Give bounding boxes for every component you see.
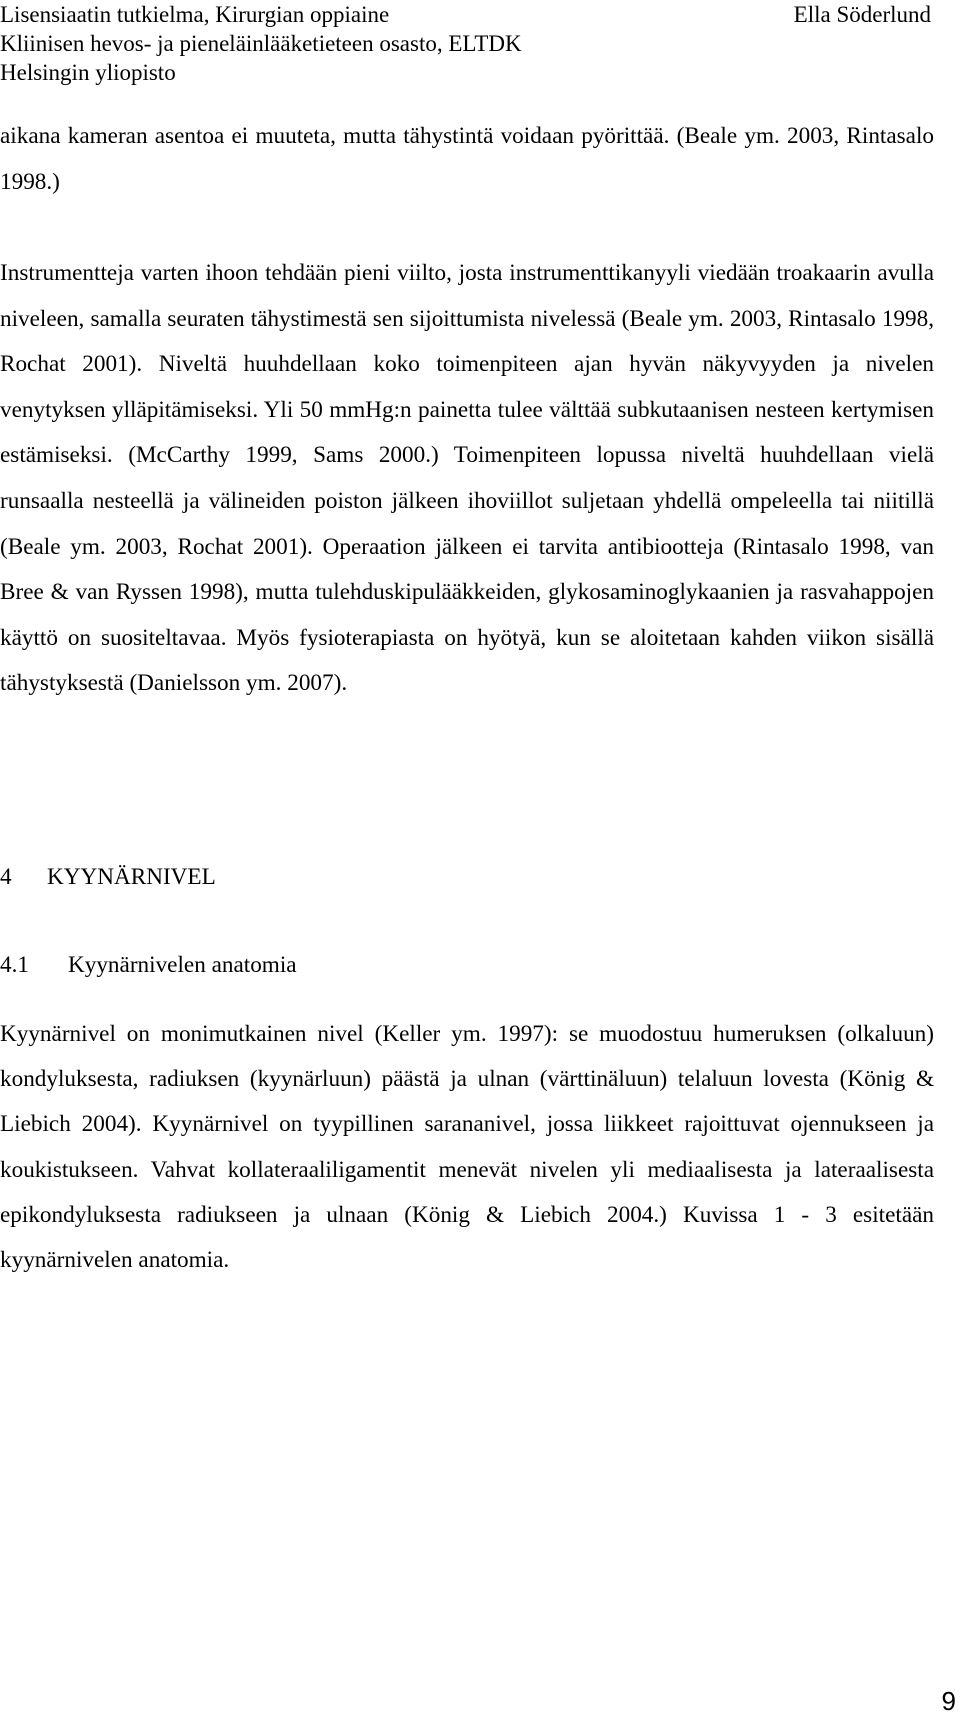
header-row-1: [0, 0, 931, 29]
page-header: [0, 0, 931, 87]
body-paragraph-1: aikana kameran asentoa ei muuteta, mutta tähystintä voidaan pyörittää. (Beale ym. 2003, Rintasalo 1998.): [0, 123, 934, 195]
department-name: Kliinisen hevos- ja pieneläinlääketieteen osasto, ELTDK: [0, 31, 522, 56]
thesis-info: Lisensiaatin tutkielma, Kirurgian oppiaine: [0, 2, 390, 27]
chapter-title: KYYNÄRNIVEL: [47, 864, 216, 890]
section-heading: [0, 950, 297, 980]
chapter-number: 4: [0, 864, 12, 890]
section-title: Kyynärnivelen anatomia: [68, 952, 297, 978]
body-paragraph-3: Kyynärnivel on monimutkainen nivel (Keller ym. 1997): se muodostuu humeruksen (olkaluun) kondyluksesta, radiuksen (kyynärluun) päästä ja ulnan (värttinäluun) telaluun lovesta (König & Liebich 2004). Kyynärnivel on tyypillinen sarananivel, jossa liikkeet rajoittuvat ojennukseen ja koukistukseen. Vahvat kollateraaliligamentit menevät nivelen yli mediaalisesta ja lateraalisesta epikondyluksesta radiukseen ja ulnaan (König & Liebich 2004.) Kuvissa 1 - 3 esitetään kyynärnivelen anatomia.: [0, 1021, 934, 1274]
chapter-heading: [0, 862, 216, 892]
author-name: Ella Söderlund: [793, 2, 931, 27]
section-number: 4.1: [0, 952, 29, 978]
university-name: Helsingin yliopisto: [0, 60, 176, 85]
body-paragraph-2: Instrumentteja varten ihoon tehdään pieni viilto, josta instrumenttikanyyli viedään troakaarin avulla niveleen, samalla seuraten tähystimestä sen sijoittumista nivelessä (Beale ym. 2003, Rintasalo 1998, Rochat 2001). Niveltä huuhdellaan koko toimenpiteen ajan hyvän näkyvyyden ja nivelen venytyksen ylläpitämiseksi. Yli 50 mmHg:n painetta tulee välttää subkutaanisen nesteen kertymisen estämiseksi. (McCarthy 1999, Sams 2000.) Toimenpiteen lopussa niveltä huuhdellaan vielä runsaalla nesteellä ja välineiden poiston jälkeen ihoviillot suljetaan yhdellä ompeleella tai niitillä (Beale ym. 2003, Rochat 2001). Operaation jälkeen ei tarvita antibiootteja (Rintasalo 1998, van Bree & van Ryssen 1998), mutta tulehduskipulääkkeiden, glykosaminoglykaanien ja rasvahappojen käyttö on suositeltavaa. Myös fysioterapiasta on hyötyä, kun se aloitetaan kahden viikon sisällä tähystyksestä (Danielsson ym. 2007).: [0, 260, 934, 697]
page-number: 9: [941, 1686, 956, 1716]
